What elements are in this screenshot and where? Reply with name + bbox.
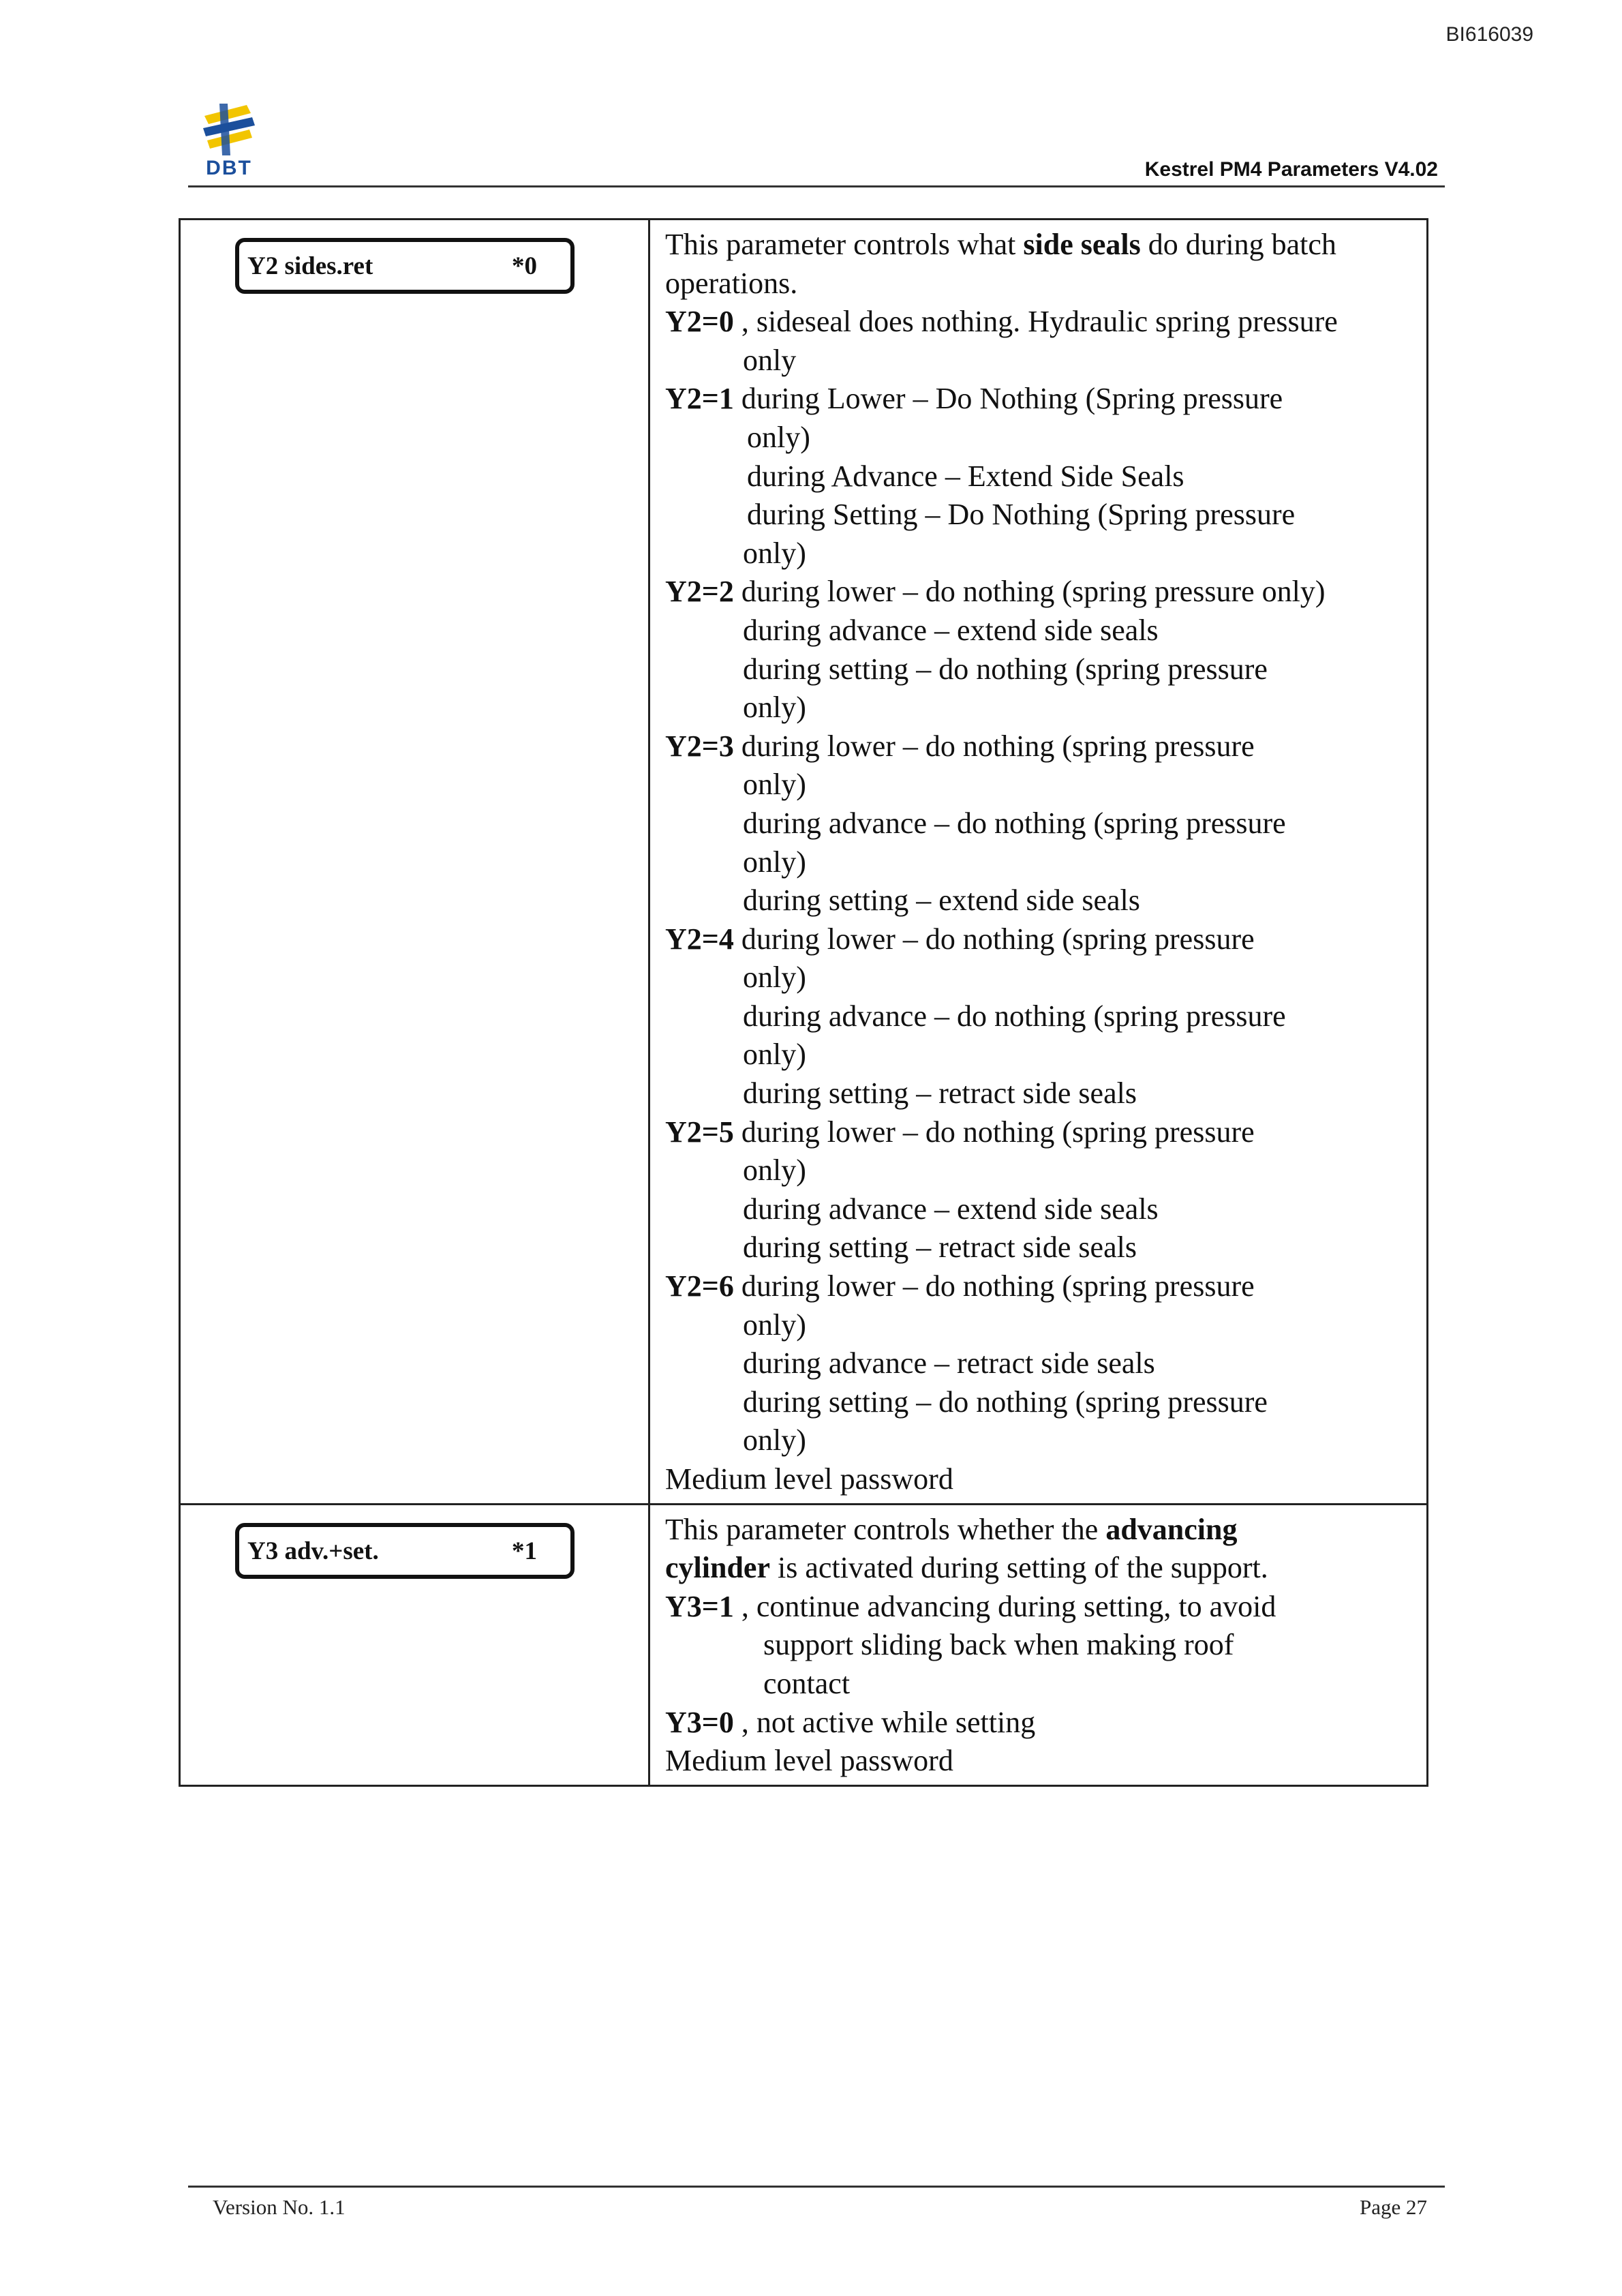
option-text: , continue advancing during setting, to avoid <box>733 1589 1276 1623</box>
option-line <box>665 303 1416 342</box>
password-level: Medium level password <box>665 1462 953 1496</box>
option-text: during lower – do nothing (spring pressure <box>733 729 1255 763</box>
lcd-display <box>235 1523 575 1579</box>
option-continuation: during setting – extend side seals <box>743 883 1140 918</box>
option-key: Y2=5 <box>665 1115 734 1149</box>
lcd-display <box>235 238 575 294</box>
parameter-table <box>179 218 1428 1787</box>
option-key: Y2=3 <box>665 729 734 763</box>
option-continuation: during Setting – Do Nothing (Spring pressure <box>747 498 1296 532</box>
header-title: Kestrel PM4 Parameters V4.02 <box>1144 158 1438 181</box>
dbt-logo-mark <box>189 101 269 158</box>
option-continuation: only) <box>743 1308 806 1342</box>
option-continuation: during setting – retract side seals <box>743 1230 1137 1265</box>
option-continuation: during advance – extend side seals <box>743 613 1159 647</box>
parameter-key-cell <box>180 220 649 1505</box>
option-text: during lower – do nothing (spring pressure <box>733 922 1255 956</box>
footer-divider <box>188 2186 1445 2188</box>
option-continuation: during advance – do nothing (spring pressure <box>743 806 1286 840</box>
option-text: during lower – do nothing (spring pressure only) <box>733 575 1326 609</box>
option-continuation: during Advance – Extend Side Seals <box>747 459 1184 493</box>
parameter-description <box>665 1511 1416 1781</box>
parameter-name: Y3 adv.+set. <box>247 1537 379 1565</box>
option-key: Y2=0 <box>665 305 734 339</box>
dbt-logo <box>189 101 269 180</box>
option-key: Y2=1 <box>665 382 734 416</box>
option-continuation: only) <box>743 1153 806 1188</box>
option-continuation: contact <box>763 1666 851 1700</box>
description-intro-cont: cylinder is activated during setting of the support. <box>665 1551 1268 1585</box>
option-continuation: only) <box>743 845 806 879</box>
option-key: Y2=6 <box>665 1269 734 1303</box>
parameter-description <box>665 226 1416 1499</box>
option-continuation: only) <box>747 420 810 454</box>
option-line <box>665 1267 1416 1306</box>
option-continuation: during advance – retract side seals <box>743 1346 1155 1380</box>
option-continuation: support sliding back when making roof <box>763 1628 1234 1662</box>
option-line <box>665 727 1416 766</box>
option-continuation: during advance – do nothing (spring pressure <box>743 999 1286 1033</box>
option-line <box>665 380 1416 419</box>
password-level: Medium level password <box>665 1744 953 1778</box>
option-key: Y3=1 <box>665 1589 734 1623</box>
parameter-description-cell <box>649 220 1428 1505</box>
option-line <box>665 573 1416 611</box>
option-continuation: only <box>743 343 797 377</box>
parameter-key-cell <box>180 1504 649 1785</box>
option-continuation: during setting – do nothing (spring pressure <box>743 1385 1268 1419</box>
parameter-description-cell <box>649 1504 1428 1785</box>
option-continuation: during setting – do nothing (spring pressure <box>743 652 1268 686</box>
parameter-default-value: *0 <box>512 252 537 280</box>
parameter-name: Y2 sides.ret <box>247 252 373 280</box>
footer-page-number: Page 27 <box>1359 2195 1427 2219</box>
option-line <box>665 1588 1416 1627</box>
parameter-default-value: *1 <box>512 1537 537 1565</box>
option-continuation: only) <box>743 961 806 995</box>
description-intro-cont: operations. <box>665 266 798 300</box>
option-key: Y3=0 <box>665 1705 734 1739</box>
option-continuation: only) <box>743 536 806 570</box>
logo-text: DBT <box>206 157 252 179</box>
option-key: Y2=4 <box>665 922 734 956</box>
option-continuation: only) <box>743 1423 806 1457</box>
option-key: Y2=2 <box>665 575 734 609</box>
option-continuation: only) <box>743 768 806 802</box>
option-text: during lower – do nothing (spring pressure <box>733 1269 1255 1303</box>
header-divider <box>188 185 1445 187</box>
option-continuation: only) <box>743 1038 806 1072</box>
option-line <box>665 1113 1416 1152</box>
description-intro: This parameter controls what side seals do during batch <box>665 228 1336 261</box>
parameter-row <box>180 1504 1428 1785</box>
option-text: during Lower – Do Nothing (Spring pressure <box>733 382 1283 416</box>
document-id: BI616039 <box>1445 23 1533 46</box>
parameter-row <box>180 220 1428 1505</box>
option-line <box>665 1704 1416 1742</box>
description-intro: This parameter controls whether the advancing <box>665 1512 1238 1546</box>
option-continuation: only) <box>743 691 806 725</box>
option-continuation: during setting – retract side seals <box>743 1076 1137 1111</box>
option-text: during lower – do nothing (spring pressure <box>733 1115 1255 1149</box>
option-line <box>665 920 1416 959</box>
option-text: , sideseal does nothing. Hydraulic spring pressure <box>733 305 1338 339</box>
option-text: , not active while setting <box>733 1705 1036 1739</box>
footer-version: Version No. 1.1 <box>213 2195 346 2219</box>
option-continuation: during advance – extend side seals <box>743 1192 1159 1226</box>
